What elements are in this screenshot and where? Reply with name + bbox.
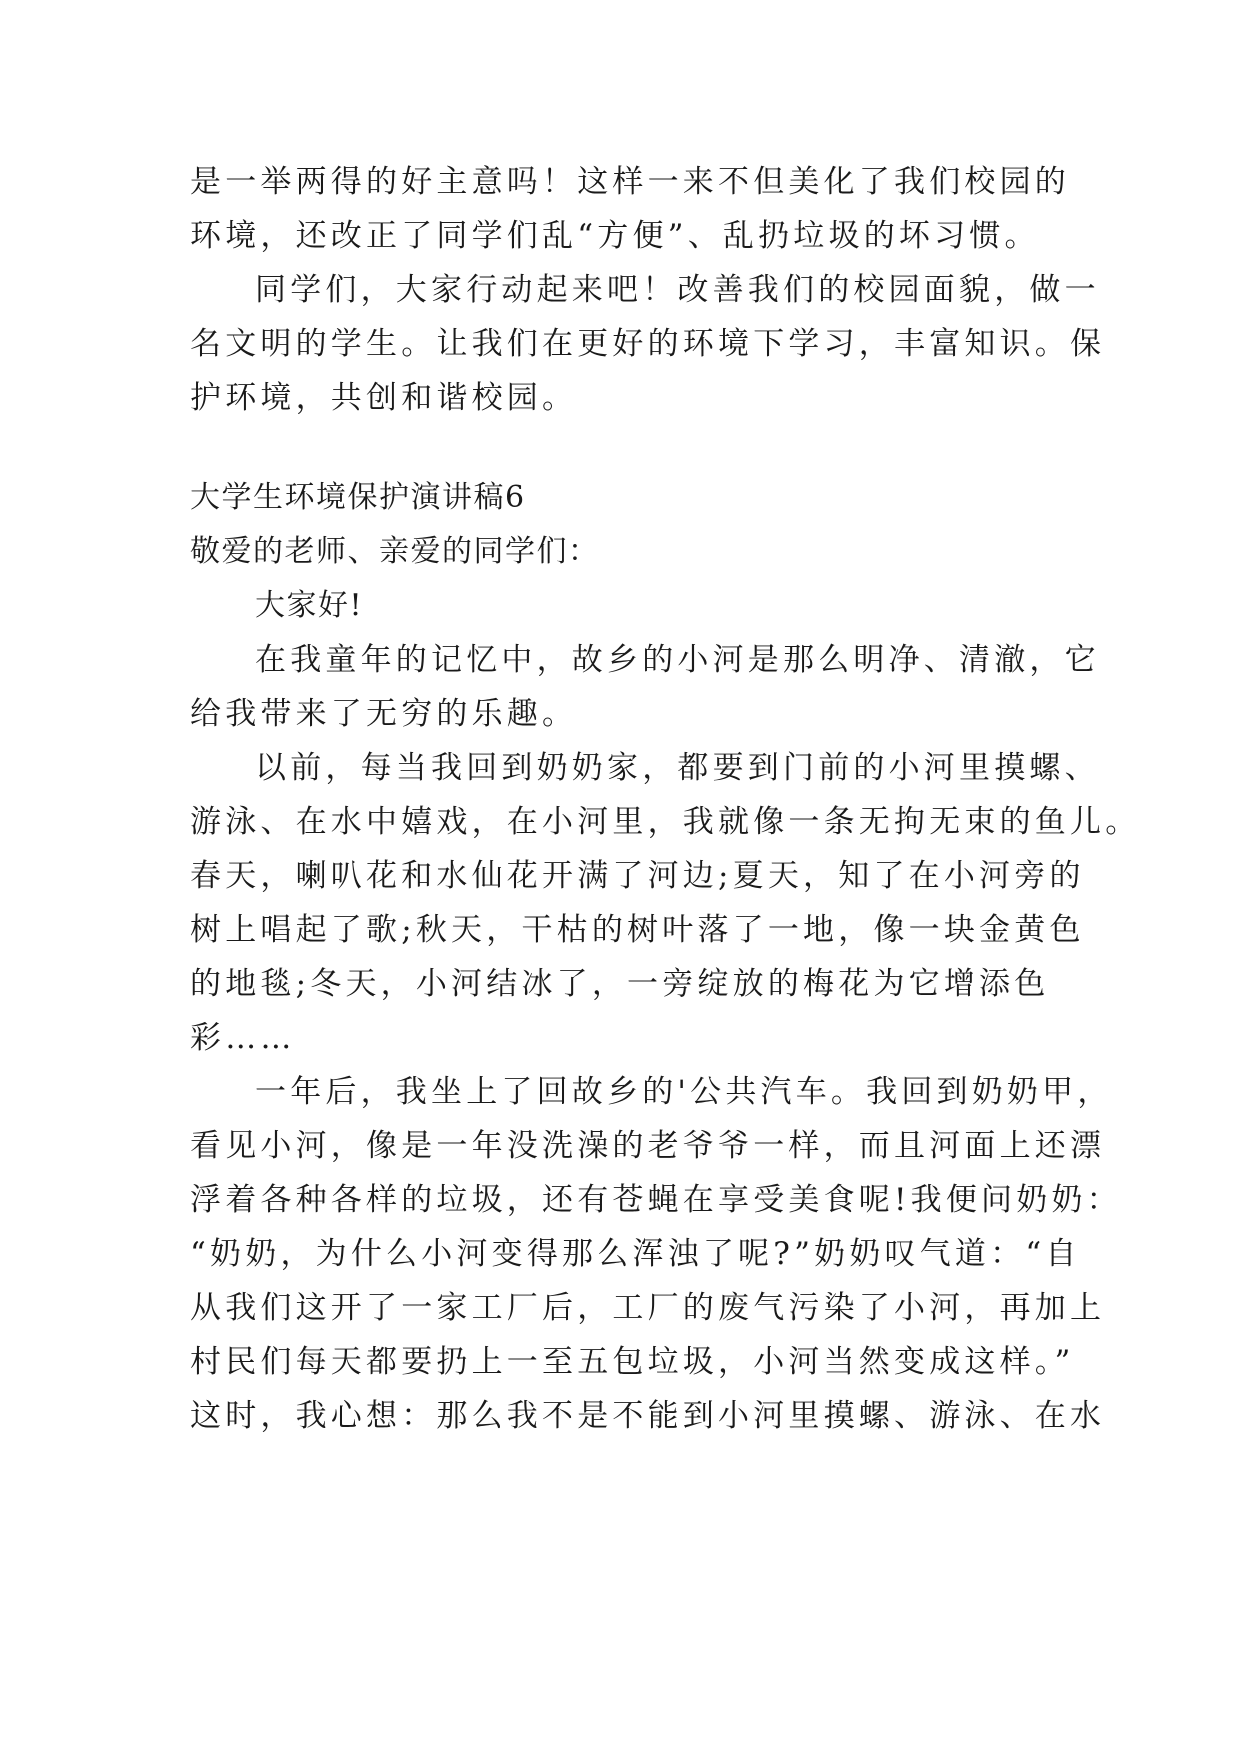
paragraph-line: 树上唱起了歌;秋天，干枯的树叶落了一地，像一块金黄色 [190, 912, 1085, 948]
speech-title: 大学生环境保护演讲稿6 [190, 480, 526, 515]
paragraph-line: 一年后，我坐上了回故乡的'公共汽车。我回到奶奶甲， [255, 1074, 1113, 1110]
paragraph-line: 同学们，大家行动起来吧！改善我们的校园面貌，做一 [255, 272, 1100, 308]
paragraph-line: 浮着各种各样的垃圾，还有苍蝇在享受美食呢!我便问奶奶： [190, 1182, 1122, 1218]
paragraph-line: 护环境，共创和谐校园。 [190, 380, 578, 416]
salutation: 敬爱的老师、亲爱的同学们： [190, 534, 600, 569]
paragraph-line: 以前，每当我回到奶奶家，都要到门前的小河里摸螺、 [255, 750, 1100, 786]
paragraph-line: 从我们这开了一家工厂后，工厂的废气污染了小河，再加上 [190, 1290, 1106, 1326]
paragraph-line: 是一举两得的好主意吗！这样一来不但美化了我们校园的 [190, 164, 1070, 200]
paragraph-line: 游泳、在水中嬉戏，在小河里，我就像一条无拘无束的鱼儿。 [190, 804, 1141, 840]
paragraph-line: 春天，喇叭花和水仙花开满了河边;夏天，知了在小河旁的 [190, 858, 1085, 894]
paragraph-line: 看见小河，像是一年没洗澡的老爷爷一样，而且河面上还漂 [190, 1128, 1106, 1164]
paragraph-line: 村民们每天都要扔上一至五包垃圾，小河当然变成这样。” [190, 1344, 1075, 1380]
paragraph-line: 的地毯;冬天，小河结冰了，一旁绽放的梅花为它增添色 [190, 966, 1050, 1002]
greeting: 大家好! [255, 588, 364, 623]
paragraph-line: 环境，还改正了同学们乱“方便”、乱扔垃圾的坏习惯。 [190, 218, 1040, 254]
paragraph-line: 彩…… [190, 1020, 296, 1056]
paragraph-line: 给我带来了无穷的乐趣。 [190, 696, 578, 732]
paragraph-line: 在我童年的记忆中，故乡的小河是那么明净、清澈，它 [255, 642, 1100, 678]
paragraph-line: 这时，我心想：那么我不是不能到小河里摸螺、游泳、在水 [190, 1398, 1106, 1434]
paragraph-line: 名文明的学生。让我们在更好的环境下学习，丰富知识。保 [190, 326, 1106, 362]
paragraph-line: “奶奶，为什么小河变得那么浑浊了呢?”奶奶叹气道：“自 [190, 1236, 1081, 1272]
